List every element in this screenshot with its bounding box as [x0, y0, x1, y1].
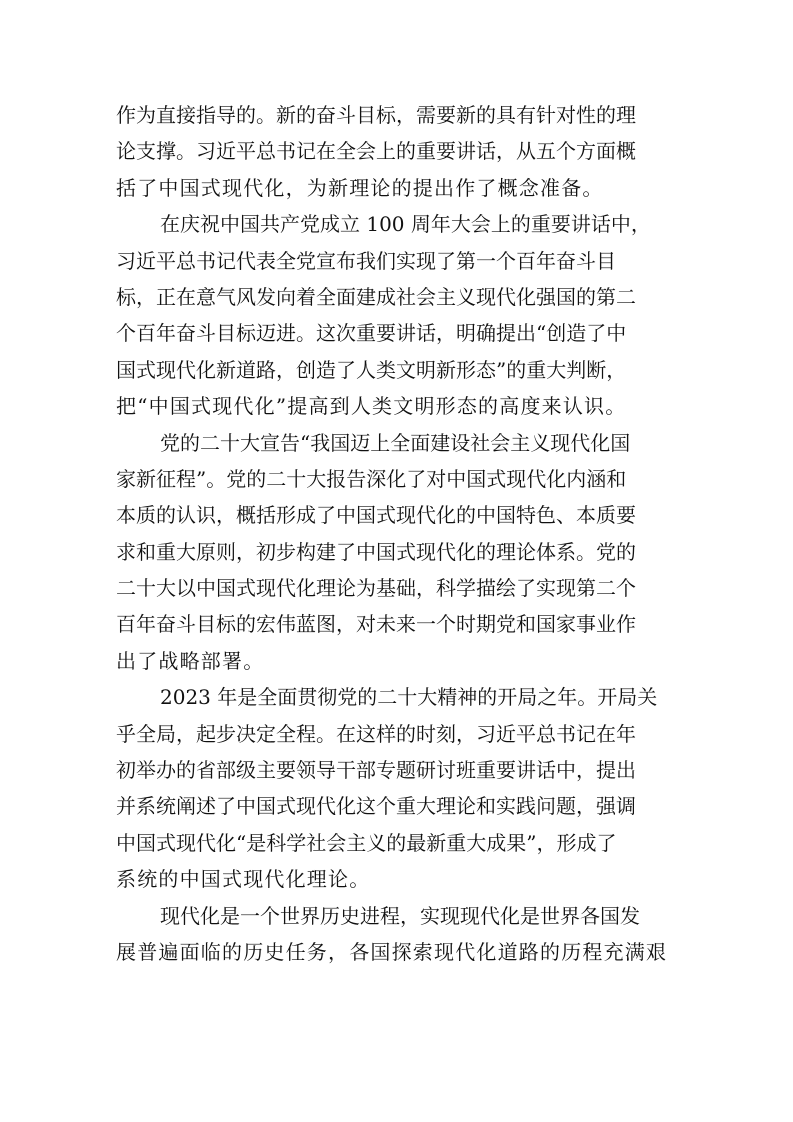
text-line: 个百年奋斗目标迈进。这次重要讲话，明确提出“创造了中 [116, 321, 627, 346]
text-line: 求和重大原则，初步构建了中国式现代化的理论体系。党的 [116, 539, 636, 564]
text-line: 二十大以中国式现代化理论为基础，科学描绘了实现第二个 [116, 576, 636, 601]
text-line: 系统的中国式现代化理论。 [116, 867, 371, 892]
paragraph-first-line: 在庆祝中国共产党成立 100 周年大会上的重要讲话中， [160, 212, 651, 237]
text-line: 乎全局，起步决定全程。在这样的时刻，习近平总书记在年 [116, 721, 636, 746]
paragraph-first-line: 党的二十大宣告“我国迈上全面建设社会主义现代化国 [160, 430, 631, 455]
text-line: 初举办的省部级主要领导干部专题研讨班重要讲话中，提出 [116, 758, 636, 783]
text-line: 本质的认识，概括形成了中国式现代化的中国特色、本质要 [116, 503, 636, 528]
text-line: 作为直接指导的。新的奋斗目标，需要新的具有针对性的理 [116, 103, 636, 127]
document-body [116, 97, 676, 970]
text-line: 家新征程”。党的二十大报告深化了对中国式现代化内涵和 [116, 466, 627, 491]
text-line: 出了战略部署。 [116, 648, 265, 673]
text-line: 并系统阐述了中国式现代化这个重大理论和实践问题，强调 [116, 794, 636, 819]
text-line: 百年奋斗目标的宏伟蓝图，对未来一个时期党和国家事业作 [116, 612, 636, 637]
paragraph-first-line: 2023 年是全面贯彻党的二十大精神的开局之年。开局关 [160, 685, 658, 710]
text-line: 论支撑。习近平总书记在全会上的重要讲话，从五个方面概 [116, 139, 636, 164]
text-line: 把“中国式现代化”提高到人类文明形态的高度来认识。 [116, 394, 627, 419]
paragraph-first-line: 现代化是一个世界历史进程，实现现代化是世界各国发 [160, 903, 640, 928]
text-line: 标，正在意气风发向着全面建成社会主义现代化强国的第二 [116, 284, 636, 309]
text-line: 展普遍面临的历史任务，各国探索现代化道路的历程充满艰 [116, 939, 668, 964]
text-line: 国式现代化新道路，创造了人类文明新形态”的重大判断， [116, 357, 627, 382]
text-line: 习近平总书记代表全党宣布我们实现了第一个百年奋斗目 [116, 248, 616, 273]
text-line: 括了中国式现代化，为新理论的提出作了概念准备。 [116, 175, 604, 200]
text-line: 中国式现代化“是科学社会主义的最新重大成果”，形成了 [116, 830, 617, 855]
